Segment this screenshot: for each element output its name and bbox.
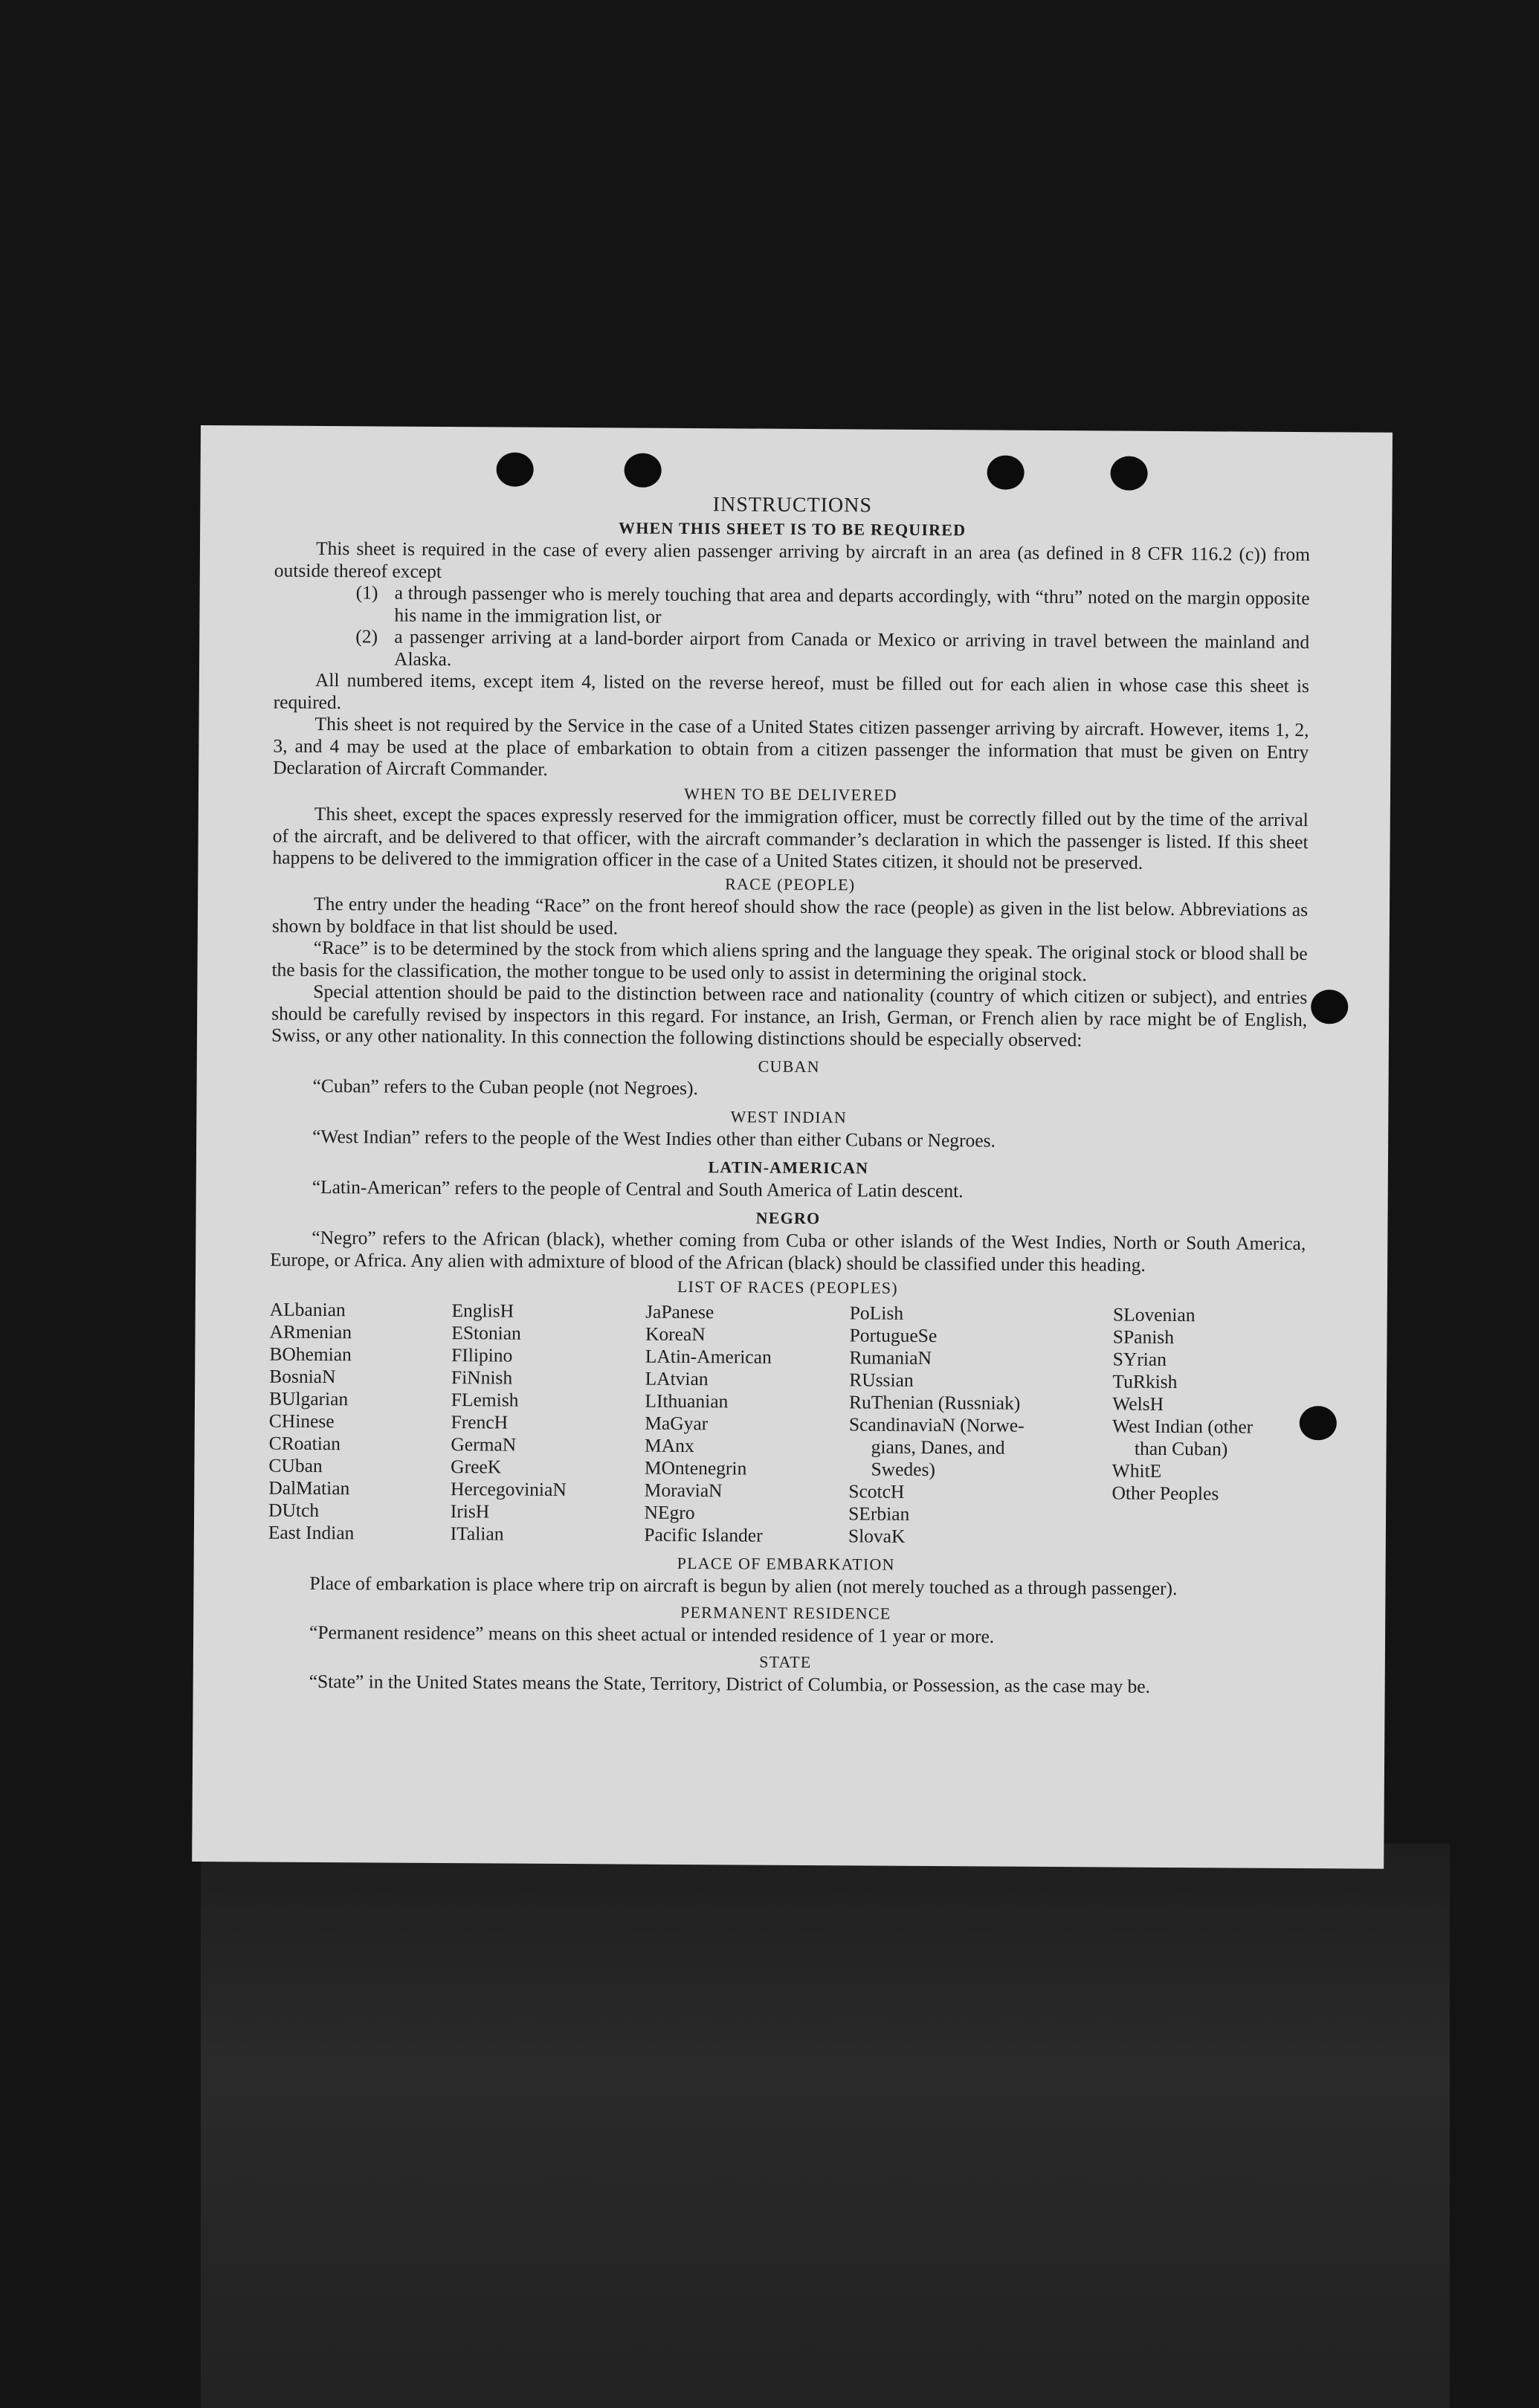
paragraph: “State” in the United States means the State, Territory, District of Columbia, or Possession, as the case may be.	[309, 1670, 1151, 1697]
list-item: BUlgarian	[268, 1387, 349, 1410]
list-item: EStonian	[451, 1321, 521, 1344]
punch-hole	[1311, 990, 1348, 1024]
item-number: (2)	[355, 625, 378, 648]
item-text: a passenger arriving at a land-border airport from Canada or Mexico or arriving in travel between the mainland and Alaska.	[394, 625, 1310, 670]
list-item: East Indian	[268, 1521, 355, 1543]
paragraph: All numbered items, except item 4, listed on the reverse hereof, must be filled out for each alien in whose case this sheet is required.	[273, 668, 1309, 713]
page-title: INSTRUCTIONS	[712, 493, 873, 517]
list-item: DUtch	[268, 1499, 320, 1521]
punch-hole	[1110, 456, 1147, 490]
race-column	[644, 1300, 850, 1547]
paragraph: “Cuban” refers to the Cuban people (not Negroes).	[312, 1074, 698, 1100]
list-item: BOhemian	[269, 1343, 352, 1365]
list-item: SlovaK	[848, 1524, 906, 1547]
paragraph: “Negro” refers to the African (black), whether coming from Cuba or other islands of the West Indies, North or South America, Europe, or Africa. Any alien with admixture of blood of the African (black) should be classified under this heading.	[270, 1226, 1306, 1276]
paragraph: This sheet is not required by the Service in the case of a United States citizen passenger arriving by aircraft. However, items 1, 2, 3, and 4 may be used at the place of embarkation to obtain from a citizen passenger the information that must be given on Entry Declaration of Aircraft Commander.	[273, 712, 1309, 780]
list-item: FrencH	[451, 1410, 509, 1433]
punch-hole	[987, 455, 1024, 489]
punch-hole	[625, 453, 662, 487]
race-column	[268, 1298, 452, 1544]
paragraph: This sheet, except the spaces expressly reserved for the immigration officer, must be correctly filled out by the time of the arrival of the aircraft, and be delivered to that officer, with the aircraft commander’s declaration in which the passenger is listed. If this sheet happens to be delivered to the immigration officer in the case of a United States citizen, it should not be preserved.	[272, 802, 1309, 874]
list-item: RUssian	[849, 1368, 914, 1391]
section-heading: LATIN-AMERICAN	[708, 1157, 869, 1178]
list-item: than Cuban)	[1134, 1437, 1228, 1459]
list-item: ITalian	[450, 1522, 504, 1545]
list-item: IrisH	[450, 1500, 490, 1522]
list-item: ARmenian	[269, 1320, 352, 1343]
section-heading: PERMANENT RESIDENCE	[680, 1602, 891, 1623]
list-item: GreeK	[451, 1455, 502, 1477]
section-heading: STATE	[759, 1652, 812, 1671]
list-item: MaGyar	[645, 1412, 709, 1434]
section-heading: NEGRO	[755, 1208, 821, 1227]
list-item: HercegoviniaN	[450, 1477, 567, 1500]
list-item: RumaniaN	[849, 1346, 932, 1369]
list-item: SPanish	[1112, 1326, 1175, 1348]
list-item: PoLish	[849, 1301, 904, 1324]
list-item: MOntenegrin	[644, 1456, 747, 1479]
list-item: SYrian	[1112, 1348, 1167, 1370]
paragraph: Place of embarkation is place where trip on aircraft is begun by alien (not merely touched as a through passenger).	[309, 1572, 1178, 1600]
section-heading: WHEN THIS SHEET IS TO BE REQUIRED	[619, 517, 967, 539]
list-item: SLovenian	[1112, 1303, 1196, 1326]
list-item: SErbian	[848, 1502, 910, 1525]
paragraph: Special attention should be paid to the distinction between race and nationality (country of which citizen or subject), and entries should be carefully revised by inspectors in this regard. For instance, an Irish, German, or French alien by race might be of English, Swiss, or any other nationality. In this connection the following distinctions should be especially observed:	[271, 980, 1308, 1051]
list-item: LIthuanian	[645, 1389, 729, 1412]
paragraph: “Permanent residence” means on this sheet actual or intended residence of 1 year or more.	[309, 1621, 995, 1647]
section-heading: WHEN TO BE DELIVERED	[684, 784, 897, 804]
race-column	[451, 1300, 646, 1546]
paragraph: The entry under the heading “Race” on the front hereof should show the race (people) as given in the list below. Abbreviations as shown by boldface in that list should be used.	[271, 892, 1309, 938]
list-item: CHinese	[268, 1410, 335, 1432]
list-item: FiNnish	[451, 1366, 513, 1389]
paragraph: “West Indian” refers to the people of the West Indies other than either Cubans or Negroes.	[312, 1125, 996, 1152]
section-heading: LIST OF RACES (PEOPLES)	[677, 1276, 898, 1297]
list-item: NEgro	[644, 1501, 695, 1523]
list-item: LAtvian	[645, 1367, 709, 1389]
list-item: RuThenian (Russniak)	[848, 1390, 1021, 1414]
item-number: (1)	[355, 581, 378, 604]
race-column	[1112, 1303, 1306, 1550]
list-item: PortugueSe	[849, 1323, 938, 1346]
paragraph: This sheet is required in the case of every alien passenger arriving by aircraft in an area (as defined in 8 CFR 116.2 (c)) from outside thereof except	[274, 537, 1311, 582]
scan-background	[201, 1844, 1450, 2408]
section-heading: CUBAN	[758, 1056, 820, 1076]
section-heading: RACE (PEOPLE)	[725, 874, 856, 894]
list-item: KoreaN	[645, 1323, 706, 1345]
list-item: DalMatian	[268, 1476, 350, 1499]
list-item	[355, 581, 1309, 631]
list-item: LAtin-American	[645, 1345, 772, 1368]
list-item: WelsH	[1112, 1392, 1164, 1415]
list-item: gians, Danes, and	[871, 1436, 1005, 1459]
list-item: BosniaN	[269, 1365, 336, 1387]
list-item: ALbanian	[269, 1298, 346, 1320]
list-item: MoraviaN	[644, 1479, 723, 1501]
instruction-sheet	[192, 425, 1393, 1869]
list-item: West Indian (other	[1112, 1415, 1254, 1438]
list-item: Pacific Islander	[644, 1523, 763, 1546]
list-item: CUban	[268, 1454, 323, 1476]
punch-hole	[497, 452, 534, 486]
list-item: TuRkish	[1112, 1370, 1178, 1392]
punch-hole	[1300, 1406, 1337, 1440]
race-list	[268, 1298, 1306, 1550]
list-item: CRoatian	[268, 1432, 341, 1454]
item-text: a through passenger who is merely touching that area and departs accordingly, with “thru” noted on the margin opposite his name in the immigration list, or	[394, 581, 1310, 627]
list-item: ScotcH	[848, 1479, 905, 1502]
race-column	[848, 1302, 1113, 1549]
list-item: MAnx	[644, 1434, 694, 1456]
section-heading: PLACE OF EMBARKATION	[677, 1553, 895, 1574]
list-item: EnglisH	[451, 1299, 514, 1322]
list-item: Other Peoples	[1112, 1482, 1219, 1504]
list-item: WhitE	[1112, 1459, 1162, 1482]
paragraph: “Race” is to be determined by the stock from which aliens spring and the language they speak. The original stock or blood shall be the basis for the classification, the mother tongue to be used only to assist in determining the original stock.	[271, 936, 1308, 985]
paragraph: “Latin-American” refers to the people of Central and South America of Latin descent.	[312, 1175, 964, 1202]
list-item: GermaN	[451, 1433, 517, 1456]
list-item: FLemish	[451, 1388, 519, 1411]
list-item: FIlipino	[451, 1343, 513, 1366]
list-item: JaPanese	[645, 1300, 714, 1323]
section-heading: WEST INDIAN	[730, 1106, 848, 1126]
list-item: ScandinaviaN (Norwe-	[848, 1413, 1025, 1436]
list-item: Swedes)	[871, 1458, 936, 1480]
list-item	[355, 625, 1309, 675]
